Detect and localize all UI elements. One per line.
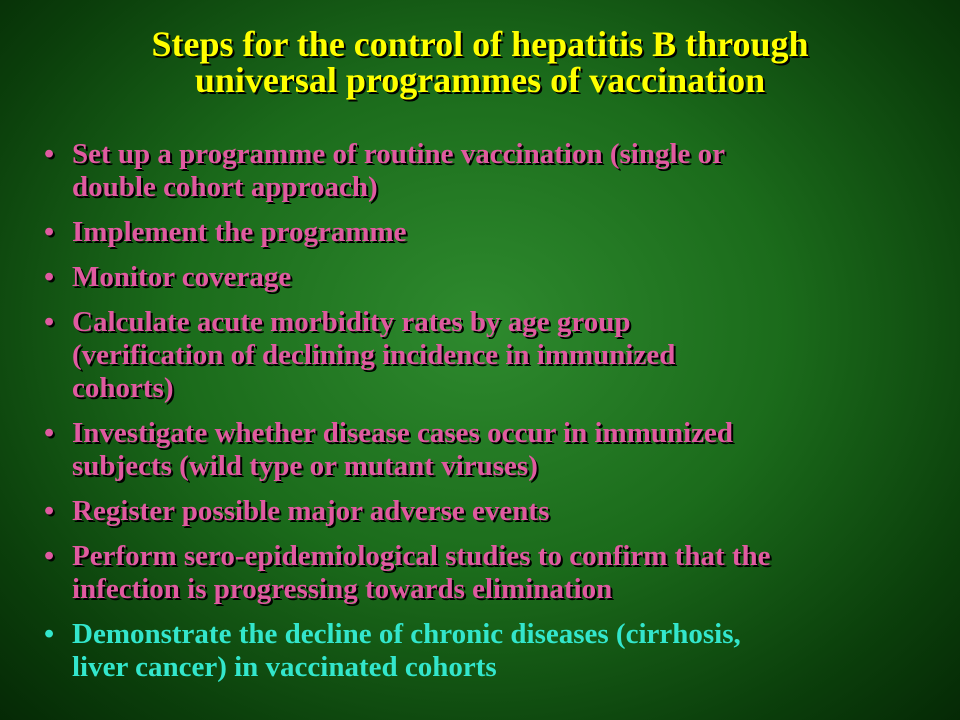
bullet-dot-icon: • [44,216,55,248]
bullet-text-line: Register possible major adverse events [72,495,550,527]
bullet-item-investigate-cases [44,417,924,483]
bullet-text-line: subjects (wild type or mutant viruses) [72,450,538,482]
bullet-text-line: Calculate acute morbidity rates by age group [72,306,631,338]
bullet-dot-icon: • [44,618,55,650]
bullet-text-line: (verification of declining incidence in immunized [72,339,676,371]
bullet-item-implement-programme [44,216,924,249]
bullet-text-line: Perform sero-epidemiological studies to confirm that the [72,540,771,572]
bullet-list [44,138,924,696]
bullet-dot-icon: • [44,417,55,449]
bullet-text-line: liver cancer) in vaccinated cohorts [72,651,497,683]
bullet-item-calculate-morbidity [44,306,924,405]
bullet-dot-icon: • [44,540,55,572]
bullet-item-register-adverse-events [44,495,924,528]
bullet-dot-icon: • [44,261,55,293]
bullet-item-sero-epidemiological-studies [44,540,924,606]
bullet-text-line: Implement the programme [72,216,407,248]
bullet-dot-icon: • [44,495,55,527]
bullet-item-demonstrate-decline [44,618,924,684]
bullet-text-line: Set up a programme of routine vaccination (single or [72,138,725,170]
slide-title-line-2: universal programmes of vaccination [194,60,766,100]
bullet-text-line: Monitor coverage [72,261,292,293]
bullet-item-set-up-programme [44,138,924,204]
bullet-dot-icon: • [44,306,55,338]
slide-title [40,26,920,98]
bullet-text-line: cohorts) [72,372,174,404]
bullet-text-line: Demonstrate the decline of chronic diseases (cirrhosis, [72,618,741,650]
bullet-dot-icon: • [44,138,55,170]
bullet-item-monitor-coverage [44,261,924,294]
bullet-text-line: double cohort approach) [72,171,378,203]
bullet-text-line: infection is progressing towards elimination [72,573,613,605]
bullet-text-line: Investigate whether disease cases occur in immunized [72,417,734,449]
slide-title-line-1: Steps for the control of hepatitis B through [151,24,809,64]
